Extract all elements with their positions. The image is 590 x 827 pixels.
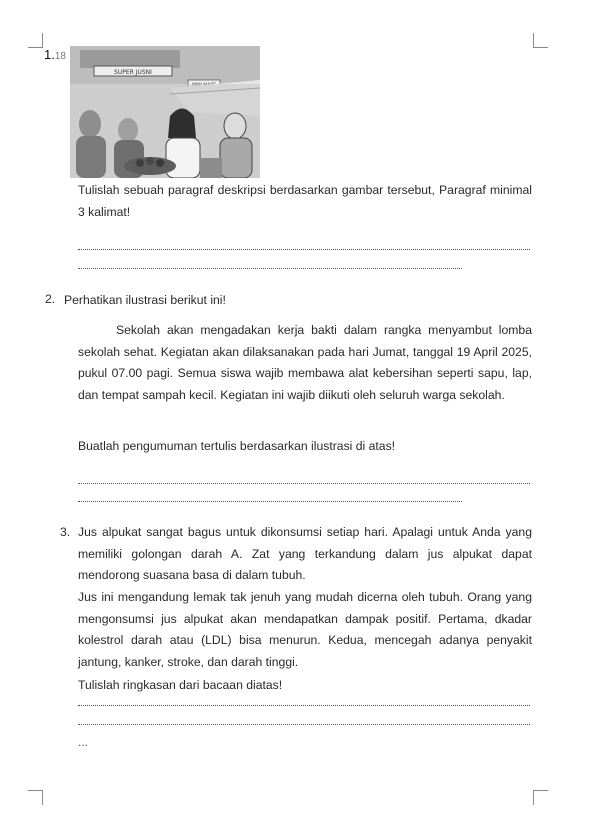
answer-line-3b[interactable] xyxy=(78,724,530,725)
answer-trailing-ellipsis: ... xyxy=(78,735,89,749)
question-3-paragraph-b: Jus ini mengandung lemak tak jenuh yang mudah dicerna oleh tubuh. Orang yang mengonsumsi jus alpukat akan mendapatkan dampak positif. Pertama, dkadar kolestrol darah atau (LDL) bisa menurun. Kedua, mencegah adanya penyakit jantung, kanker, stroke, dan darah tinggi. xyxy=(78,590,532,669)
question-1-number xyxy=(44,47,66,62)
question-2-instruction: Buatlah pengumuman tertulis berdasarkan ilustrasi di atas! xyxy=(78,439,396,453)
question-1-number-text: 1. xyxy=(44,47,55,62)
question-2-heading: Perhatikan ilustrasi berikut ini! xyxy=(64,293,226,307)
question-2-number: 2. xyxy=(45,292,56,306)
question-3-paragraph-a: Jus alpukat sangat bagus untuk dikonsumsi setiap hari. Apalagi untuk Anda yang memiliki golongan darah A. Zat yang terkandung dalam jus alpukat dapat mendorong suasana basa di dalam tubuh. xyxy=(78,525,532,582)
question-1-number-small: 18 xyxy=(54,51,66,62)
crop-mark-bottom-left xyxy=(28,790,43,805)
answer-line-2a[interactable] xyxy=(78,483,530,484)
question-2-paragraph xyxy=(78,320,532,406)
question-3-number: 3. xyxy=(60,525,71,539)
answer-line-2b[interactable] xyxy=(78,501,462,502)
answer-line-1a[interactable] xyxy=(78,249,530,250)
crop-mark-top-right xyxy=(533,33,548,48)
illustration-sign: SUPER JUSNI xyxy=(114,69,152,76)
question-2-paragraph-text: Sekolah akan mengadakan kerja bakti dalam rangka menyambut lomba sekolah sehat. Kegiatan akan dilaksanakan pada hari Jumat, tanggal 19 April 2025, pukul 07.00 pagi. Semua siswa wajib membawa alat kebersihan seperti sapu, lap, dan tempat sampah kecil. Kegiatan ini wajib diikuti oleh seluruh warga sekolah. xyxy=(78,323,532,402)
market-scene-illustration xyxy=(70,46,260,178)
crop-mark-bottom-right xyxy=(533,790,548,805)
crop-mark-top-left xyxy=(28,33,43,48)
answer-line-1b[interactable] xyxy=(78,268,462,269)
question-3-instruction: Tulislah ringkasan dari bacaan diatas! xyxy=(78,678,283,692)
market-scene-image xyxy=(70,46,260,178)
question-1-instruction: Tulislah sebuah paragraf deskripsi berdasarkan gambar tersebut, Paragraf minimal 3 kalimat! xyxy=(78,183,532,219)
answer-line-3a[interactable] xyxy=(78,705,530,706)
